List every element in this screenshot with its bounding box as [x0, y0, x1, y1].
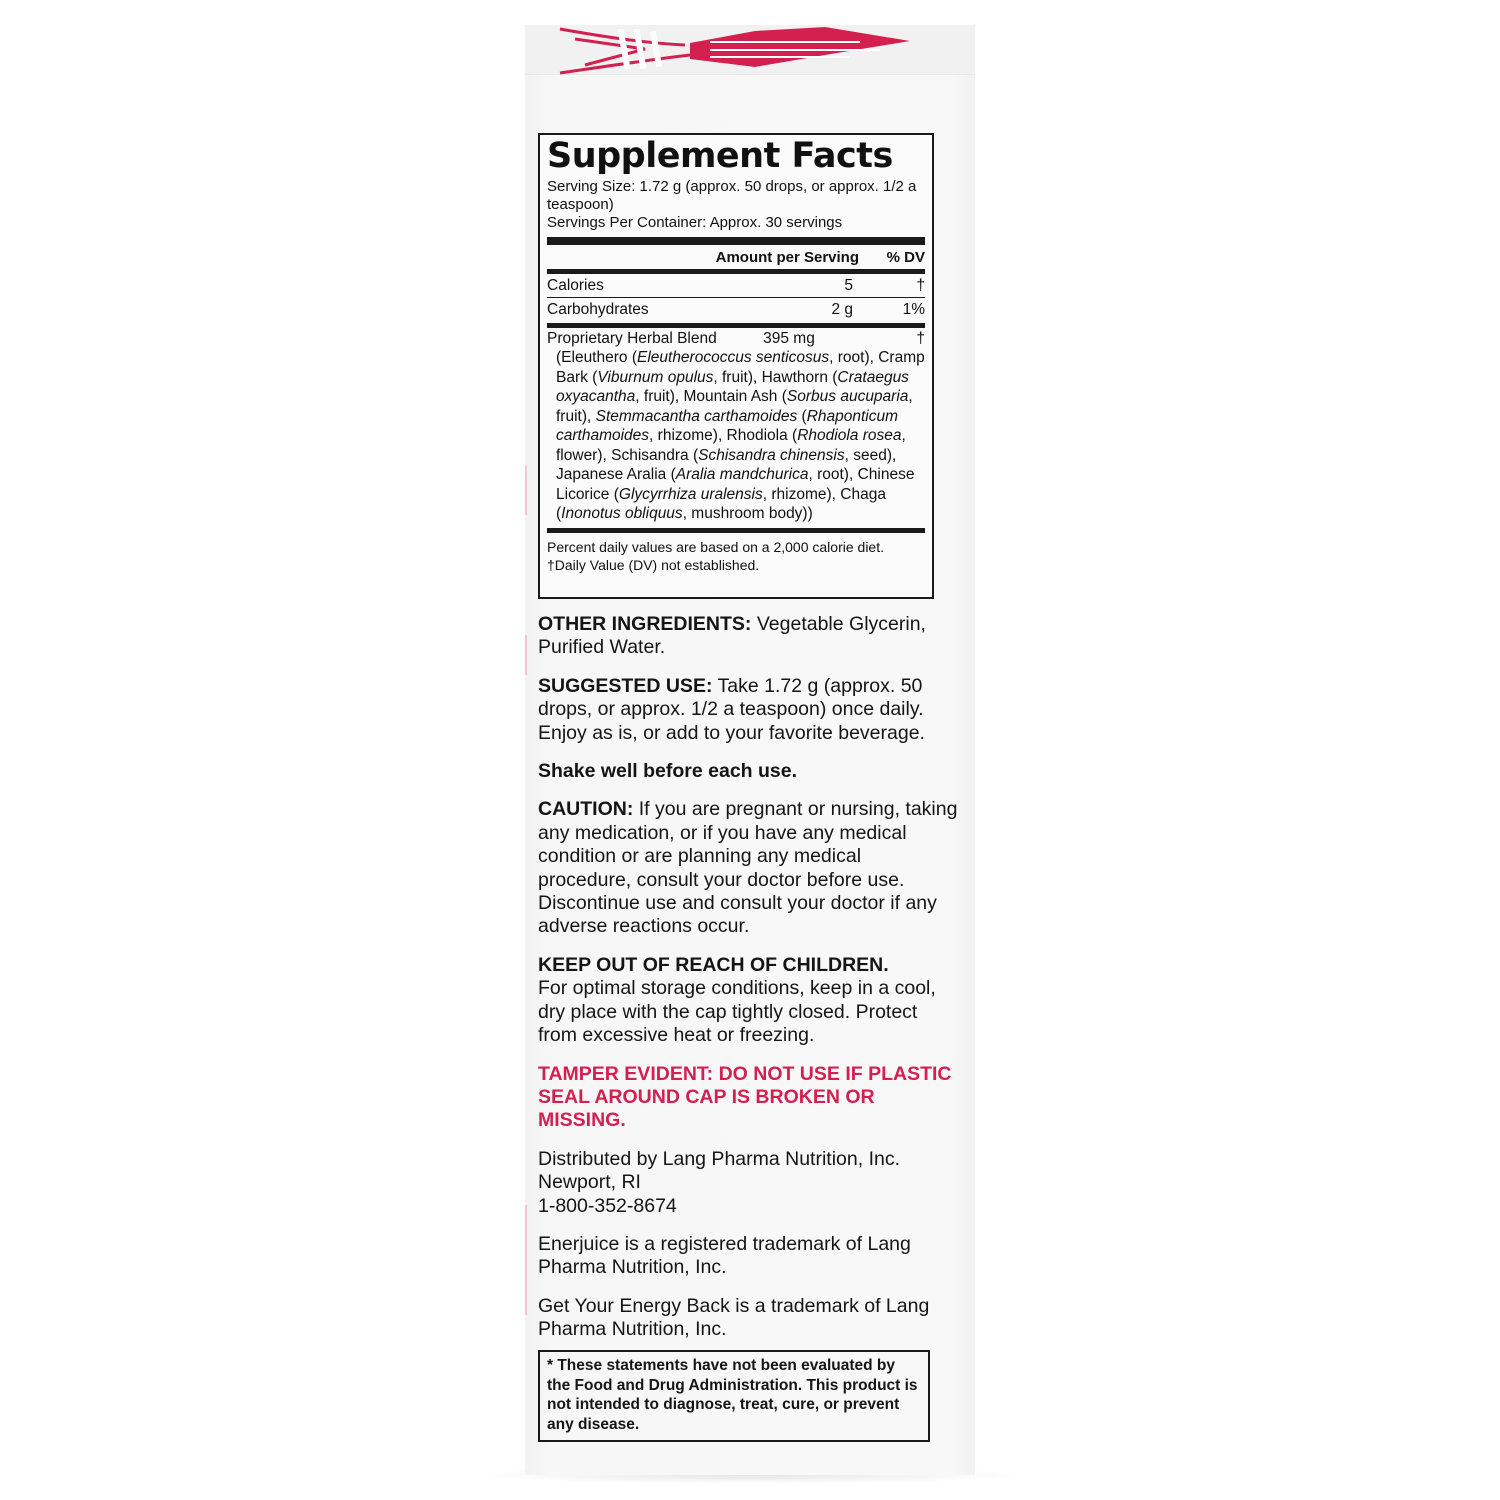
other-ingredients: OTHER INGREDIENTS: Vegetable Glycerin, Purified Water. [538, 613, 926, 659]
distributor-info: Distributed by Lang Pharma Nutrition, Inc. Newport, RI 1-800-352-8674 [538, 1147, 901, 1217]
keep-out-of-reach: KEEP OUT OF REACH OF CHILDREN. For optimal storage conditions, keep in a cool, dry place with the cap tightly closed. Protect from excessive heat or freezing. [538, 953, 936, 1047]
facts-title: Supplement Facts [547, 136, 893, 176]
blend-row [547, 328, 925, 348]
blend-name: Proprietary Herbal Blend [547, 330, 717, 347]
trademark-energy-back: Get Your Energy Back is a trademark of Lang Pharma Nutrition, Inc. [538, 1294, 930, 1341]
product-box-side-panel [525, 25, 975, 1475]
nutrient-dv: † [916, 277, 925, 294]
blend-amount: 395 mg [763, 330, 815, 347]
edge-print-mark [525, 1205, 527, 1315]
edge-print-mark [525, 465, 527, 515]
nutrient-dv: 1% [902, 301, 925, 318]
serving-size: Serving Size: 1.72 g (approx. 50 drops, or approx. 1/2 a teaspoon) [547, 178, 917, 213]
header-dv: % DV [886, 248, 925, 266]
label-copy [538, 613, 958, 1357]
suggested-use: SUGGESTED USE: Take 1.72 g (approx. 50 drops, or approx. 1/2 a teaspoon) once daily. Enjoy as is, or add to your favorite beverage. [538, 674, 925, 744]
blend-dv: † [916, 330, 925, 347]
nutrient-name: Calories [547, 277, 604, 294]
tamper-evident-warning: TAMPER EVIDENT: DO NOT USE IF PLASTIC SEAL AROUND CAP IS BROKEN OR MISSING. [538, 1062, 952, 1132]
edge-print-mark [525, 635, 527, 675]
header-amount: Amount per Serving [715, 248, 859, 266]
top-flap-artwork [525, 25, 975, 75]
facts-header-row [547, 245, 925, 269]
brand-logo-fragment-icon [525, 25, 975, 75]
nutrient-row [547, 298, 925, 321]
nutrient-row [547, 274, 925, 297]
supplement-facts-panel [538, 133, 934, 599]
caution: CAUTION: If you are pregnant or nursing, taking any medication, or if you have any medical condition or are planning any medical procedure, consult your doctor before use. Discontinue use and consult your doctor if any adverse reactions occur. [538, 798, 958, 938]
nutrient-name: Carbohydrates [547, 301, 649, 318]
trademark-enerjuice: Enerjuice is a registered trademark of Lang Pharma Nutrition, Inc. [538, 1232, 911, 1279]
nutrient-amount: 2 g [831, 301, 853, 318]
divider-medium [547, 528, 925, 533]
fda-disclaimer: * These statements have not been evaluated by the Food and Drug Administration. This product is not intended to diagnose, treat, cure, or prevent any disease. [538, 1350, 930, 1442]
blend-ingredients: (Eleuthero (Eleutherococcus senticosus, root), Cramp Bark (Viburnum opulus, fruit), Hawthorn (Crataegus oxyacantha, fruit), Mountain Ash (Sorbus aucuparia, fruit), Stemmacantha carthamoides (Rhaponticum carthamoides, rhizome), Rhodiola (Rhodiola rosea, flower), Schisandra (Schisandra chinensis, seed), Japanese Aralia (Aralia mandchurica, root), Chinese Licorice (Glycyrrhiza uralensis, rhizome), Chaga (Inonotus obliquus, mushroom body)) [556, 349, 925, 522]
divider-thick [547, 237, 925, 245]
servings-per-container: Servings Per Container: Approx. 30 servings [547, 214, 843, 231]
nutrient-amount: 5 [844, 277, 853, 294]
shake-instruction: Shake well before each use. [538, 760, 798, 783]
facts-footnote: Percent daily values are based on a 2,000 calorie diet. †Daily Value (DV) not established. [547, 538, 884, 573]
